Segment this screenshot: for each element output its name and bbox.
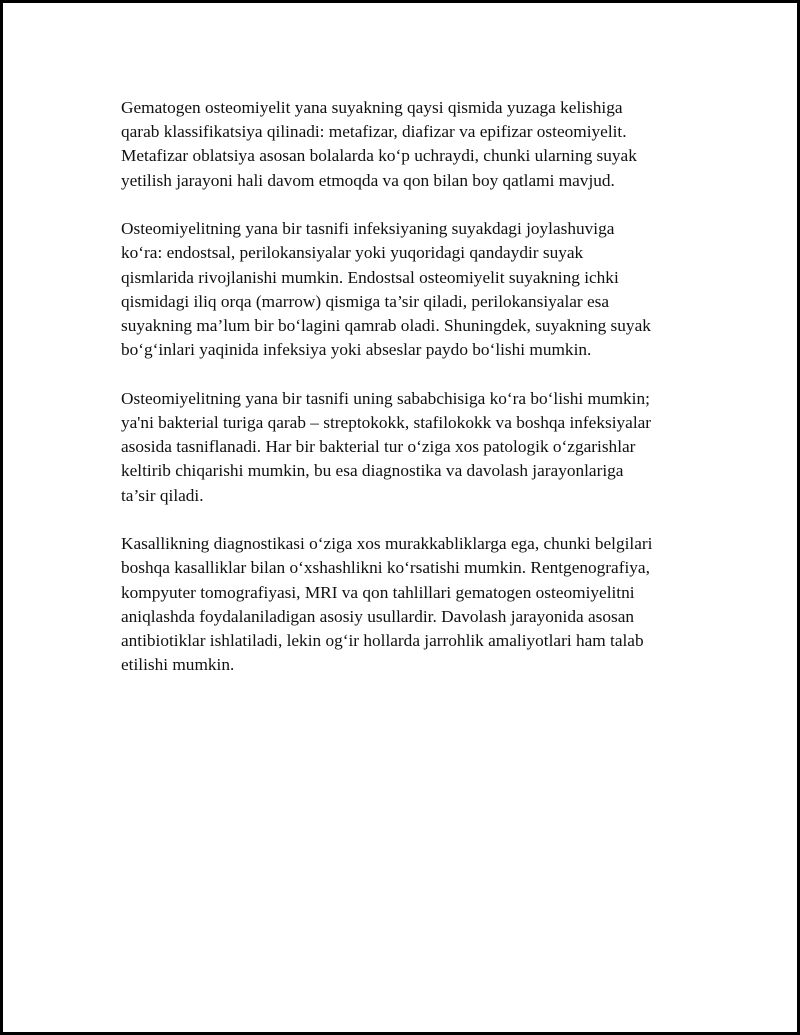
text-line: keltirib chiqarishi mumkin, bu esa diagnostika va davolash jarayonlariga (121, 461, 624, 481)
text-line: antibiotiklar ishlatiladi, lekin og‘ir hollarda jarrohlik amaliyotlari ham talab (121, 631, 644, 651)
text-line: qismlarida rivojlanishi mumkin. Endostsal osteomiyelit suyakning ichki (121, 267, 619, 287)
paragraph-1 (121, 96, 701, 193)
text-line: Gematogen osteomiyelit yana suyakning qaysi qismida yuzaga kelishiga (121, 98, 623, 117)
text-line: etilishi mumkin. (121, 655, 235, 675)
text-line: ta’sir qiladi. (121, 485, 204, 505)
paragraph-4 (121, 532, 701, 677)
text-line: kompyuter tomografiyasi, MRI va qon tahlillari gematogen osteomiyelitni (121, 582, 635, 602)
text-line: asosida tasniflanadi. Har bir bakterial tur o‘ziga xos patologik o‘zgarishlar (121, 437, 636, 457)
paragraph-2 (121, 217, 701, 362)
text-line: Osteomiyelitning yana bir tasnifi infeksiyaning suyakdagi joylashuviga (121, 219, 615, 239)
text-line: qismidagi iliq orqa (marrow) qismiga ta’sir qiladi, perilokansiyalar esa (121, 291, 610, 311)
text-line: yetilish jarayoni hali davom etmoqda va qon bilan boy qatlami mavjud. (121, 170, 615, 190)
text-line: suyakning ma’lum bir bo‘lagini qamrab oladi. Shuningdek, suyakning suyak (121, 316, 651, 336)
text-line: ko‘ra: endostsal, perilokansiyalar yoki yuqoridagi qandaydir suyak (121, 243, 584, 263)
text-line: ya'ni bakterial turiga qarab – streptokokk, stafilokokk va boshqa infeksiyalar (121, 413, 652, 433)
text-line: Osteomiyelitning yana bir tasnifi uning sababchisiga ko‘ra bo‘lishi mumkin; (121, 388, 650, 408)
paragraph-3 (121, 387, 701, 508)
text-line: Metafizar oblatsiya asosan bolalarda ko‘p uchraydi, chunki ularning suyak (121, 146, 637, 166)
text-line: boshqa kasalliklar bilan o‘xshashlikni ko‘rsatishi mumkin. Rentgenografiya, (121, 558, 650, 578)
text-line: bo‘g‘inlari yaqinida infeksiya yoki abseslar paydo bo‘lishi mumkin. (121, 340, 592, 360)
text-line: aniqlashda foydalaniladigan asosiy usullardir. Davolash jarayonida asosan (121, 606, 635, 626)
document-body (121, 96, 701, 702)
text-line: Kasallikning diagnostikasi o‘ziga xos murakkabliklarga ega, chunki belgilari (121, 534, 653, 554)
text-line: qarab klassifikatsiya qilinadi: metafizar, diafizar va epifizar osteomiyelit. (121, 122, 627, 142)
